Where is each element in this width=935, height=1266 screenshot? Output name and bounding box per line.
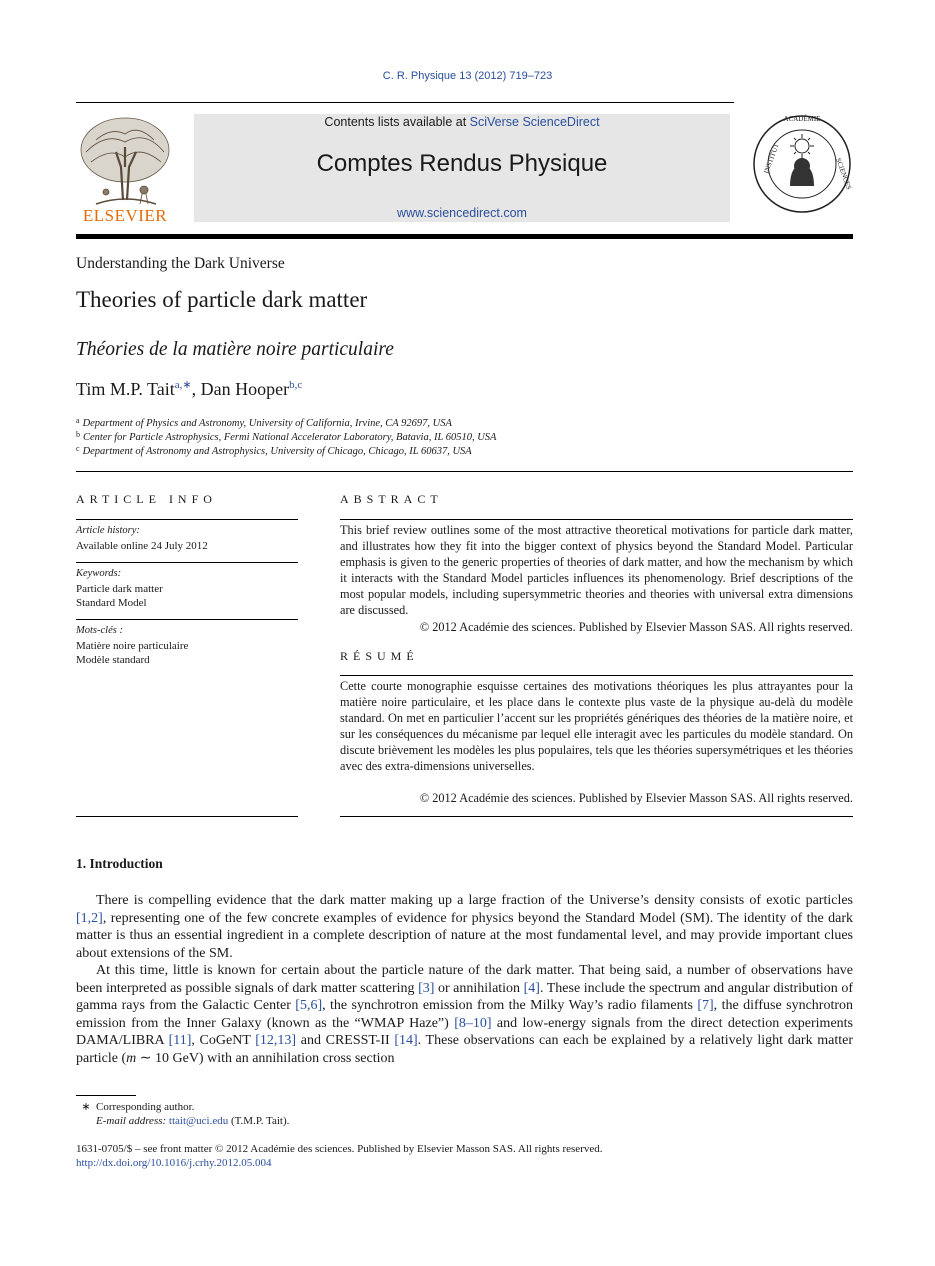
author-separator: ,	[191, 379, 201, 399]
author-affiliation-marker[interactable]: a,∗	[174, 379, 192, 391]
affiliation	[76, 416, 452, 429]
corresponding-label: Corresponding author.	[96, 1101, 195, 1113]
svg-text:SCIENCES: SCIENCES	[834, 156, 853, 191]
paragraph-text: or annihilation	[434, 980, 524, 996]
contents-prefix: Contents lists available at	[324, 115, 470, 129]
abstract-copyright: © 2012 Académie des sciences. Published by Elsevier Masson SAS. All rights reserved.	[419, 620, 853, 634]
article-title: Theories of particle dark matter	[76, 287, 368, 312]
paragraph-text: , representing one of the few concrete examples of evidence for physics beyond the Standard Model (SM). The identity of the dark matter is thus an essential ingredient in a complete description of nature at the most fundamental level, and may provide important clues about extensions of the SM.	[76, 910, 853, 961]
motscles-label: Mots-clés :	[76, 625, 123, 636]
resume-text: Cette courte monographie esquisse certaines des motivations théoriques les plus attrayantes pour la matière noire particulaire, et les place dans le contexte plus vaste de la physique au-delà du modèle standard. On met en particulier l’accent sur les propriétés génériques des théories de la matière noire, et sur les conséquences du mécanisme par lequel elle interagit avec les particules du modèle standard. On discute brièvement les modèles les plus populaires, tels que les théories supersymétriques et les théories avec des extra-dimensions universelles.	[340, 679, 853, 773]
intro-paragraph-1	[76, 892, 853, 962]
paragraph-text: m	[126, 1050, 137, 1066]
motcle: Modèle standard	[76, 654, 150, 666]
article-info-rule	[76, 619, 298, 620]
email-note	[96, 1115, 289, 1127]
citation-link[interactable]: [7]	[697, 998, 714, 1013]
resume-copyright: © 2012 Académie des sciences. Published by Elsevier Masson SAS. All rights reserved.	[419, 791, 853, 805]
contents-line	[194, 115, 730, 129]
paragraph-text: At this time, little is known for certain about the particle nature of the dark matter. That being said, a number of observations have been interpreted as possible signals of dark matter scattering	[76, 963, 853, 996]
doi-link[interactable]: http://dx.doi.org/10.1016/j.crhy.2012.05.004	[76, 1157, 272, 1169]
history-label: Article history:	[76, 525, 140, 536]
paragraph-text: . These observations can each be explained by a relatively light dark matter particle (	[76, 1033, 854, 1066]
paragraph-text: and CRESST-II	[296, 1033, 395, 1048]
resume-heading: RÉSUMÉ	[340, 649, 419, 663]
affiliation-rule	[76, 471, 853, 472]
corresponding-author-note	[76, 1100, 194, 1113]
citation-link[interactable]: [3]	[418, 980, 435, 996]
keyword: Standard Model	[76, 597, 147, 609]
svg-text:INSTITUT: INSTITUT	[762, 142, 781, 175]
keywords-label: Keywords:	[76, 568, 122, 579]
affiliation-key: b	[76, 430, 80, 439]
journal-url-link[interactable]: www.sciencedirect.com	[397, 206, 527, 220]
journal-reference[interactable]: C. R. Physique 13 (2012) 719–723	[382, 70, 553, 82]
email-suffix: (T.M.P. Tait).	[230, 1115, 290, 1127]
article-info-bottom-rule	[76, 816, 298, 817]
affiliation-text: Department of Astronomy and Astrophysics, University of Chicago, Chicago, IL 60637, USA	[82, 446, 472, 457]
introduction-heading: 1. Introduction	[76, 856, 163, 871]
paragraph-text: ∼ 10 GeV) with an annihilation cross section	[136, 1050, 395, 1066]
motcle: Matière noire particulaire	[76, 640, 189, 652]
issn-line: 1631-0705/$ – see front matter © 2012 Académie des sciences. Published by Elsevier Masson SAS. All rights reserved.	[76, 1143, 603, 1155]
citation-link[interactable]: [1,2]	[76, 910, 103, 926]
header-thick-rule	[76, 234, 853, 239]
abstract-bottom-rule	[340, 816, 853, 817]
paragraph-text: , CoGeNT	[191, 1033, 256, 1048]
email-link[interactable]: ttait@uci.edu	[168, 1115, 229, 1127]
affiliation-text: Center for Particle Astrophysics, Fermi National Accelerator Laboratory, Batavia, IL 60510, USA	[83, 432, 497, 443]
affiliation	[76, 444, 472, 457]
journal-title: Comptes Rendus Physique	[316, 150, 608, 177]
author-list	[76, 378, 302, 400]
citation-link[interactable]: [12,13]	[255, 1033, 297, 1048]
svg-text:ACADÉMIE: ACADÉMIE	[783, 115, 821, 123]
paragraph-text: and low-energy signals from the direct detection experiments DAMA/LIBRA	[76, 1015, 853, 1048]
citation-link[interactable]: [5,6]	[295, 998, 323, 1013]
resume-rule	[340, 675, 853, 676]
paragraph-text: , the diffuse synchrotron emission from the Inner Galaxy (known as the “WMAP Haze”)	[76, 998, 853, 1031]
academie-seal-logo	[750, 104, 854, 222]
abstract-heading: ABSTRACT	[340, 492, 443, 506]
intro-paragraph-2	[76, 962, 853, 1067]
footnote-rule	[76, 1095, 136, 1096]
author-name: Dan Hooper	[200, 379, 290, 399]
author-affiliation-marker[interactable]: b,c	[289, 379, 303, 391]
abstract-rule	[340, 519, 853, 520]
tree-icon	[81, 118, 169, 204]
paragraph-text: There is compelling evidence that the dark matter making up a large fraction of the Universe’s density consists of exotic particles	[96, 893, 853, 908]
paragraph-text: . These include the spectrum and angular distribution of gamma rays from the Galactic Center	[76, 980, 853, 1013]
email-label: E-mail address:	[96, 1115, 167, 1127]
keyword: Particle dark matter	[76, 583, 163, 595]
section-label: Understanding the Dark Universe	[76, 255, 285, 272]
citation-link[interactable]: [4]	[523, 980, 540, 996]
sciencedirect-link[interactable]: SciVerse ScienceDirect	[469, 115, 600, 129]
article-info-rule	[76, 562, 298, 563]
history-value: Available online 24 July 2012	[76, 540, 208, 552]
affiliation-text: Department of Physics and Astronomy, University of California, Irvine, CA 92697, USA	[82, 418, 452, 429]
affiliation	[76, 430, 496, 443]
corresponding-marker: ∗	[81, 1101, 91, 1113]
article-info-heading: ARTICLE INFO	[76, 492, 217, 506]
author-name: Tim M.P. Tait	[76, 379, 175, 399]
abstract-text: This brief review outlines some of the most attractive theoretical motivations for particle dark matter, and illustrates how they fit into the bigger context of physics beyond the Standard Model. Particular emphasis is given to the generic properties of theories of dark matter, and how the mechanism by which it interacts with the Standard Model particles influences its phenomenology. Brief descriptions of the most popular models, including supersymmetric theories and theories with universal extra dimensions are discussed.	[340, 523, 853, 617]
citation-link[interactable]: [8–10]	[454, 1015, 492, 1031]
header-top-rule	[76, 102, 734, 103]
article-info-rule	[76, 519, 298, 520]
affiliation-key: c	[76, 444, 80, 453]
affiliation-key: a	[76, 416, 80, 425]
elsevier-wordmark: ELSEVIER	[82, 206, 168, 225]
paragraph-text: , the synchrotron emission from the Milky Way’s radio filaments	[322, 998, 698, 1013]
citation-link[interactable]: [14]	[394, 1033, 418, 1048]
citation-link[interactable]: [11]	[168, 1033, 192, 1048]
article-title-french: Théories de la matière noire particulaire	[76, 339, 394, 360]
sun-icon	[790, 134, 814, 158]
